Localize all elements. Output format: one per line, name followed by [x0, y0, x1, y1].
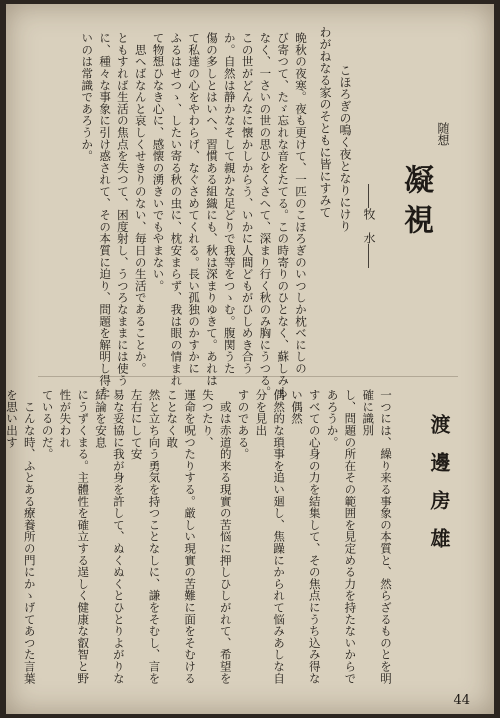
- essay-upper-line: か。自然は静かなそして親かな足どりで我等をつゝむ。腹関うた: [222, 32, 237, 375]
- essay-upper-line: び寄つて、たゞ忘れな音をたてる。この時寄りのひとなく、蘇しみも: [276, 32, 291, 398]
- essay-lower-line: 然と立ち向う勇気を持つことなしに、謙をそむし、言を左右にして安: [129, 389, 162, 684]
- poem-author: ――牧 水――: [362, 184, 376, 268]
- essay-lower-line: にうずくまる。主體性を確立する逞しく健康な叡智と野性が失われ: [58, 389, 91, 684]
- essay-lower-line: こんな時、ふとある療養所の門にかゝげてあつた言葉を思い出す: [4, 389, 37, 684]
- essay-lower-line: 一つには、繰り来る事象の本質と、然らざるものとを明確に識別: [361, 389, 393, 684]
- page-number: 44: [453, 693, 470, 708]
- essay-lower-line: 易な妥協に我が身を許して、ぬくぬくとひとりよがりな結論を安息: [94, 389, 126, 684]
- essay-upper-line: 傷の多しとはいへ、習慣ある組織にも、秋は深まりゆきて。あれは: [204, 32, 219, 386]
- essay-lower-body: [0, 389, 394, 689]
- essay-lower-line: すべての心身の力を結集して、その焦点にうち込み得ない偶然: [289, 389, 322, 684]
- essay-upper-line: なく、一さいの世の思ひをくさへて、深まり行く秋のみ胸にうつる。: [258, 32, 273, 398]
- essay-upper-line: ともすれば生活の焦点を失つて、困度射し、うつろなままには使う: [115, 32, 130, 386]
- essay-lower-line: し、問題の所在その範囲を見定める力を持たないからであろうか。: [325, 389, 358, 684]
- essay-upper-line: 思へばなんと哀しくせきりのない、毎日の生活であることか。: [133, 32, 148, 375]
- document-page: [6, 4, 494, 714]
- essay-lower-line: [0, 389, 2, 689]
- essay-lower-line: 或は赤道的来る現實の苦悩に押しひしがれて、希望を失つたり、: [200, 389, 233, 684]
- essay-upper-line: に、種々な事象に引け惑されて、その本質に迫り、問題を解明し得た: [98, 32, 113, 398]
- poem-line-2: こほろぎの鳴く夜となりにけり: [338, 64, 352, 232]
- author-name: 渡邊房雄: [427, 414, 451, 566]
- essay-upper-line: この世がどんなに懐かしからう、いかに人間どもがひしめき合う: [240, 32, 255, 375]
- page-title: 凝視: [398, 164, 433, 244]
- essay-lower-line: 偶然的な瑣事を追い廻し、焦躁にかられて悩みあしな自分を見出: [254, 389, 287, 684]
- title-label: 随想: [436, 122, 450, 146]
- essay-upper-line: いのは常識であろうか。: [80, 32, 95, 162]
- essay-lower-line: 運命を呪つたりする。厳しい現實の苦難に面をそむけることなく敢: [165, 389, 198, 684]
- essay-upper-line: て私達の心をやわらげ、なぐさめてくれる。長い孤独のかすかに: [187, 32, 202, 375]
- essay-upper-line: 晩秋の夜寒。夜も更けて、一匹のこほろぎのいつしか枕べにしの: [294, 32, 308, 375]
- poem-line-1: わがねなる家のそともに皆にすみて: [318, 26, 332, 218]
- essay-upper-line: て物想ひなき心に、感懐の湧きいでもやまない。: [151, 32, 166, 292]
- essay-upper-line: ふるはせつゝ、したい寄る秋の虫に、枕安まらず、我は眼の情まれ: [169, 32, 184, 386]
- essay-lower-line: すのである。: [236, 389, 251, 460]
- essay-lower-line: ているのだ。: [40, 389, 55, 460]
